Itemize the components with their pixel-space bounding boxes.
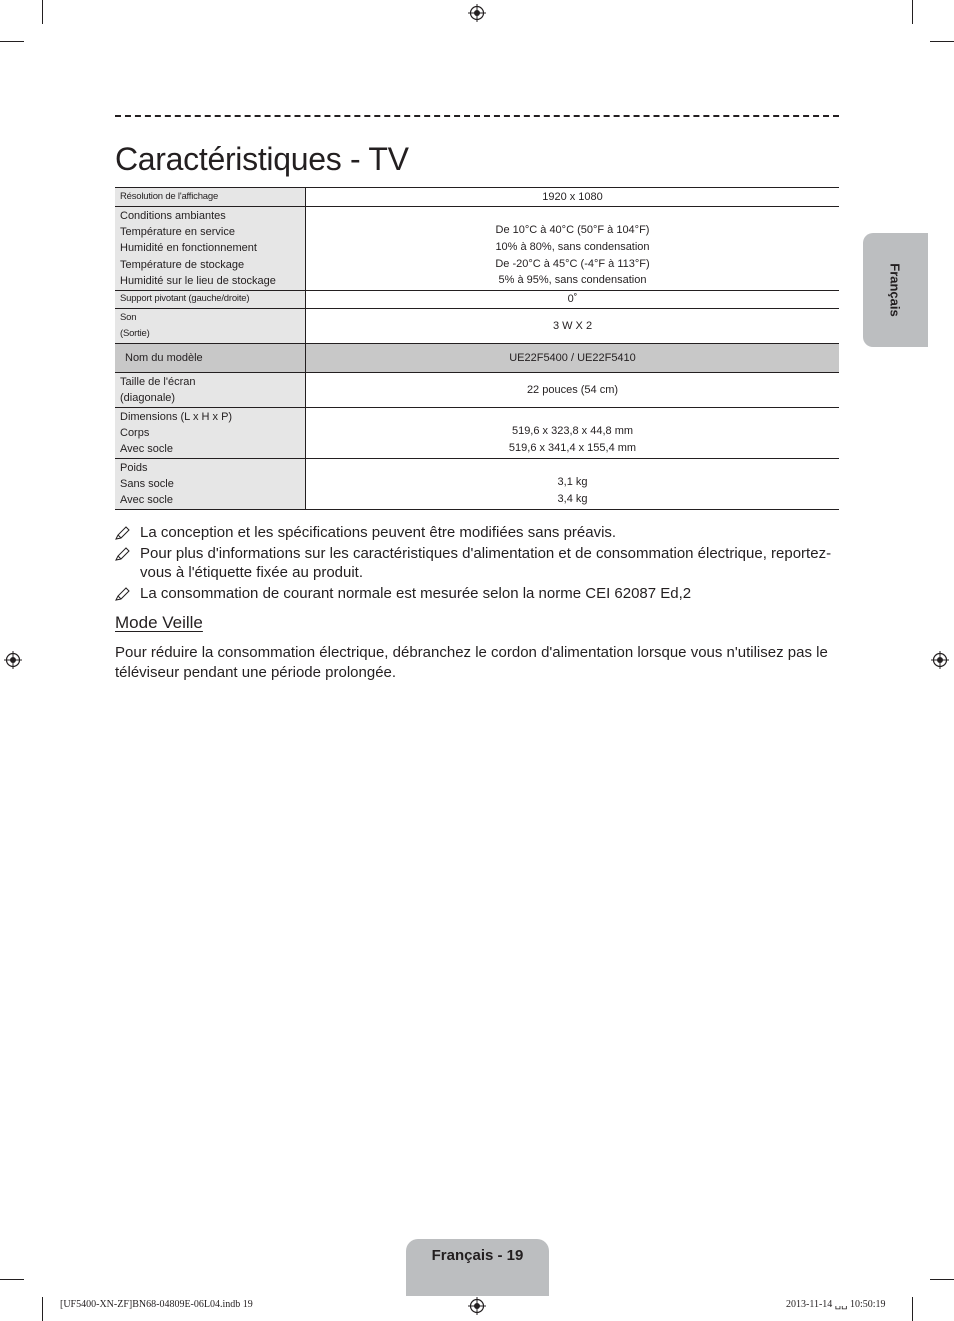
spec-row-resolution — [115, 188, 839, 207]
language-side-tab — [863, 233, 928, 347]
mode-veille-text: Pour réduire la consommation électrique, débranchez le cordon d'alimentation lorsque vous n'utilisez pas le téléviseur pendant une période prolongée. — [115, 644, 828, 681]
page-number-label: Français - 19 — [431, 1247, 524, 1264]
spec-value: 1920 x 1080 — [542, 190, 603, 203]
pencil-icon — [115, 526, 131, 540]
note-item: La conception et les spécifications peuvent être modifiées sans préavis. — [115, 523, 839, 543]
spec-value: De 10°C à 40°C (50°F à 104°F) 10% à 80%, sans condensation De -20°C à 45°C (-4°F à 113°F) 5% à 95%, sans condensation — [306, 207, 840, 291]
section-heading-mode-veille: Mode Veille — [115, 613, 203, 632]
pencil-icon — [115, 587, 131, 601]
spec-label: Taille de l'écran (diagonale) — [115, 373, 306, 408]
spec-label: Son (Sortie) — [115, 309, 306, 344]
notes-list — [115, 523, 839, 604]
registration-mark-icon — [468, 4, 486, 22]
spec-label: Poids Sans socle Avec socle — [115, 459, 306, 510]
crop-mark — [0, 41, 24, 42]
spec-value: 3 W X 2 — [306, 309, 840, 344]
crop-mark — [42, 1297, 43, 1321]
spec-value: 3,1 kg 3,4 kg — [306, 459, 840, 510]
note-item: Pour plus d'informations sur les caractéristiques d'alimentation et de consommation électrique, reportez-vous à l'étiquette fixée au produit. — [115, 544, 839, 583]
spec-row-dimensions — [115, 408, 839, 459]
spec-table — [115, 187, 839, 510]
spec-value: 519,6 x 323,8 x 44,8 mm 519,6 x 341,4 x 155,4 mm — [306, 408, 840, 459]
spec-row-weight — [115, 459, 839, 510]
registration-mark-icon — [4, 651, 22, 669]
spec-row-model — [115, 344, 839, 373]
footer-file-info: [UF5400-XN-ZF]BN68-04809E-06L04.indb 19 — [60, 1299, 253, 1310]
spec-row-sound — [115, 309, 839, 344]
crop-mark — [930, 41, 954, 42]
footer-timestamp: 2013-11-14 ␣␣ 10:50:19 — [786, 1299, 886, 1310]
crop-mark — [912, 0, 913, 24]
crop-mark — [912, 1297, 913, 1321]
spec-row-swivel — [115, 291, 839, 309]
note-item: La consommation de courant normale est mesurée selon la norme CEI 62087 Ed,2 — [115, 584, 839, 604]
spec-label: Dimensions (L x H x P) Corps Avec socle — [115, 408, 306, 459]
spec-row-conditions — [115, 207, 839, 291]
crop-mark — [42, 0, 43, 24]
spec-row-screen-size — [115, 373, 839, 408]
registration-mark-icon — [931, 651, 949, 669]
language-side-tab-label: Français — [887, 263, 903, 317]
spec-value: UE22F5400 / UE22F5410 — [306, 344, 840, 373]
spec-label: Résolution de l'affichage — [115, 188, 306, 207]
crop-mark — [0, 1279, 24, 1280]
title-rule — [115, 115, 839, 117]
pencil-icon — [115, 547, 131, 561]
registration-mark-icon — [468, 1297, 486, 1315]
spec-label: Support pivotant (gauche/droite) — [115, 291, 306, 309]
spec-value: 22 pouces (54 cm) — [306, 373, 840, 408]
spec-value: 0˚ — [306, 291, 840, 309]
spec-label: Nom du modèle — [115, 344, 306, 373]
page-title: Caractéristiques - TV — [115, 141, 409, 178]
page-number-tab — [406, 1239, 549, 1296]
crop-mark — [930, 1279, 954, 1280]
spec-label: Conditions ambiantes Température en service Humidité en fonctionnement Température de stockage Humidité sur le lieu de stockage — [115, 207, 306, 291]
